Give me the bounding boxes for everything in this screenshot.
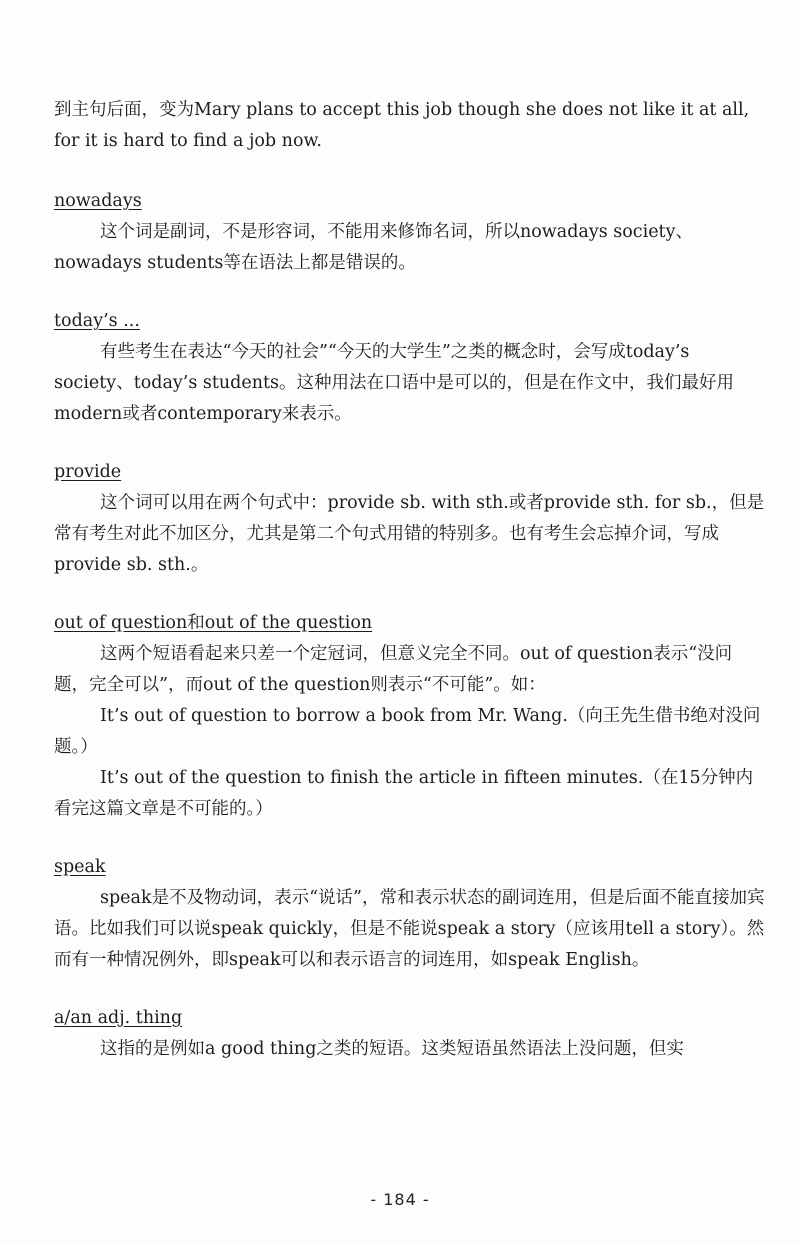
entry-term: nowadays <box>54 191 142 211</box>
entry-paragraph: 这两个短语看起来只差一个定冠词，但意义完全不同。out of question表示“没问题，完全可以”，而out of the question则表示“不可能”。如： <box>54 644 733 695</box>
spacer <box>54 430 766 457</box>
entry-term: out of question和out of the question <box>54 613 373 633</box>
entry-out-of-question <box>54 608 766 825</box>
spacer <box>54 976 766 1003</box>
spacer <box>54 581 766 608</box>
entry-paragraph: 有些考生在表达“今天的社会”“今天的大学生”之类的概念时，会写成today’s society、today’s students。这种用法在口语中是可以的，但是在作文中，我们最好用modern或者contemporary来表示。 <box>54 342 735 424</box>
entry-adj-thing <box>54 1003 766 1065</box>
intro-paragraph: 到主句后面，变为Mary plans to accept this job though she does not like it at all, for it is hard to find a job now. <box>54 100 750 151</box>
entry-paragraph: 这指的是例如a good thing之类的短语。这类短语虽然语法上没问题，但实 <box>100 1039 684 1059</box>
entry-paragraph: 这个词是副词，不是形容词，不能用来修饰名词，所以nowadays society、nowadays students等在语法上都是错误的。 <box>54 222 693 273</box>
entry-paragraph: speak是不及物动词，表示“说话”，常和表示状态的副词连用，但是后面不能直接加宾语。比如我们可以说speak quickly，但是不能说speak a story（应该用tell a story）。然而有一种情况例外，即speak可以和表示语言的词连用，如speak English。 <box>54 888 765 970</box>
entry-term: today’s ... <box>54 311 140 331</box>
spacer <box>54 279 766 306</box>
entry-provide <box>54 457 766 581</box>
entry-nowadays <box>54 186 766 279</box>
spacer <box>54 825 766 852</box>
entry-term: speak <box>54 857 106 877</box>
page-content <box>54 95 766 1065</box>
example-sentence: It’s out of the question to finish the article in fifteen minutes.（在15分钟内看完这篇文章是不可能的。） <box>54 768 754 819</box>
entry-term: provide <box>54 462 122 482</box>
entry-speak <box>54 852 766 976</box>
entry-paragraph: 这个词可以用在两个句式中：provide sb. with sth.或者provide sth. for sb.，但是常有考生对此不加区分，尤其是第二个句式用错的特别多。也有考生会忘掉介词，写成provide sb. sth.。 <box>54 493 765 575</box>
entry-todays <box>54 306 766 430</box>
example-sentence: It’s out of question to borrow a book from Mr. Wang.（向王先生借书绝对没问题。） <box>54 706 761 757</box>
page-number: - 184 - <box>370 1190 430 1209</box>
spacer <box>54 157 766 186</box>
entry-term: a/an adj. thing <box>54 1008 183 1028</box>
